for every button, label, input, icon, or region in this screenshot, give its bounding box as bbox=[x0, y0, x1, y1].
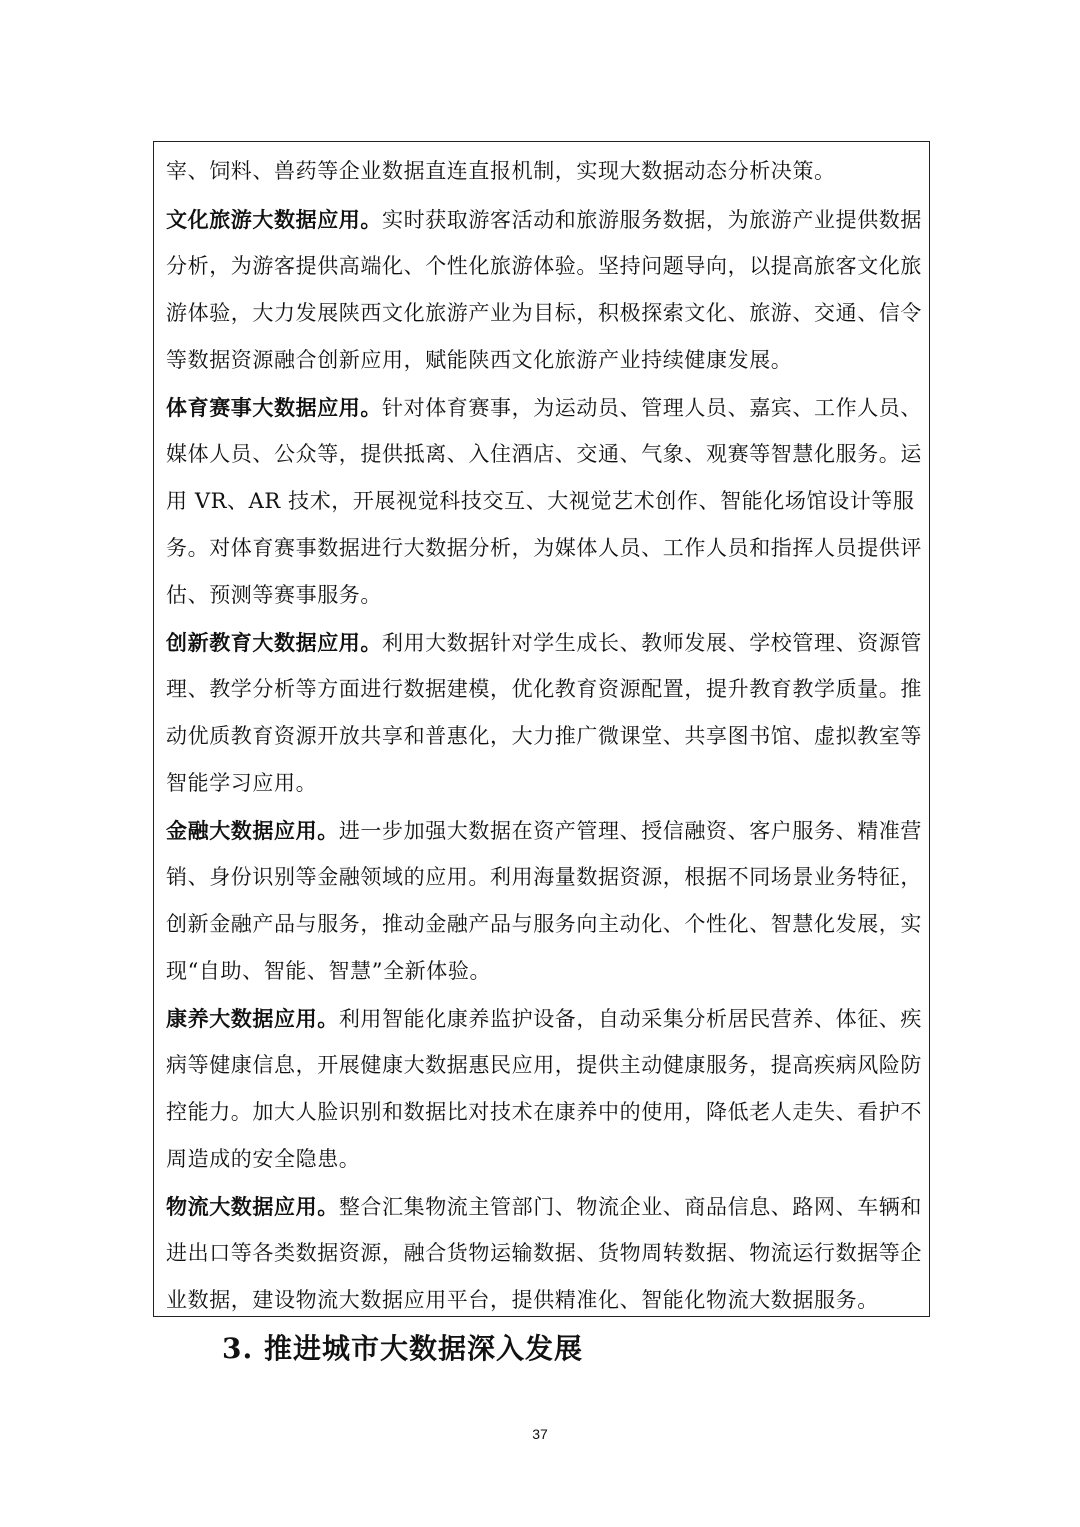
paragraph-lead: 文化旅游大数据应用。 bbox=[166, 207, 382, 232]
paragraph-line: 智能学习应用。 bbox=[166, 771, 318, 795]
paragraph-line: 现“自助、智能、智慧”全新体验。 bbox=[166, 959, 492, 983]
paragraph-line: 文化旅游大数据应用。实时获取游客活动和旅游服务数据，为旅游产业提供数据 bbox=[166, 207, 922, 232]
paragraph-line: 游体验，大力发展陕西文化旅游产业为目标，积极探索文化、旅游、交通、信令 bbox=[166, 301, 922, 325]
section-number: 3. bbox=[222, 1332, 254, 1365]
paragraph-livestock bbox=[166, 148, 922, 195]
paragraph-sports bbox=[166, 384, 922, 619]
paragraph-line: 业数据，建设物流大数据应用平台，提供精准化、智能化物流大数据服务。 bbox=[166, 1288, 879, 1312]
paragraph-education bbox=[166, 619, 922, 807]
paragraph-finance bbox=[166, 807, 922, 995]
paragraph-lead: 物流大数据应用。 bbox=[166, 1194, 339, 1219]
paragraph-line: 物流大数据应用。整合汇集物流主管部门、物流企业、商品信息、路网、车辆和 bbox=[166, 1194, 923, 1219]
section-heading bbox=[222, 1325, 583, 1373]
paragraph-culture-tourism bbox=[166, 196, 922, 384]
paragraph-line: 销、身份识别等金融领域的应用。利用海量数据资源，根据不同场景业务特征， bbox=[166, 865, 922, 889]
paragraph-line: 周造成的安全隐患。 bbox=[166, 1147, 361, 1171]
paragraph-logistics bbox=[166, 1183, 922, 1324]
paragraph-health-care bbox=[166, 995, 922, 1183]
paragraph-line: 控能力。加大人脸识别和数据比对技术在康养中的使用，降低老人走失、看护不 bbox=[166, 1100, 922, 1124]
paragraph-line: 宰、饲料、兽药等企业数据直连直报机制，实现大数据动态分析决策。 bbox=[166, 159, 836, 183]
paragraph-line: 病等健康信息，开展健康大数据惠民应用，提供主动健康服务，提高疾病风险防 bbox=[166, 1053, 922, 1077]
paragraph-line: 估、预测等赛事服务。 bbox=[166, 583, 382, 607]
paragraph-line: 动优质教育资源开放共享和普惠化，大力推广微课堂、共享图书馆、虚拟教室等 bbox=[166, 724, 922, 748]
paragraph-line: 媒体人员、公众等，提供抵离、入住酒店、交通、气象、观赛等智慧化服务。运 bbox=[166, 442, 922, 466]
paragraph-line: 用 VR、AR 技术，开展视觉科技交互、大视觉艺术创作、智能化场馆设计等服 bbox=[166, 489, 915, 513]
paragraph-line: 创新金融产品与服务，推动金融产品与服务向主动化、个性化、智慧化发展，实 bbox=[166, 912, 922, 936]
paragraph-line: 务。对体育赛事数据进行大数据分析，为媒体人员、工作人员和指挥人员提供评 bbox=[166, 536, 922, 560]
section-title: 推进城市大数据深入发展 bbox=[263, 1332, 583, 1365]
paragraph-line: 等数据资源融合创新应用，赋能陕西文化旅游产业持续健康发展。 bbox=[166, 348, 793, 372]
paragraph-line: 分析，为游客提供高端化、个性化旅游体验。坚持问题导向，以提高旅客文化旅 bbox=[166, 254, 922, 278]
paragraph-lead: 金融大数据应用。 bbox=[166, 818, 339, 843]
paragraph-lead: 体育赛事大数据应用。 bbox=[166, 395, 382, 420]
paragraph-line: 理、教学分析等方面进行数据建模，优化教育资源配置，提升教育教学质量。推 bbox=[166, 677, 922, 701]
paragraph-line: 创新教育大数据应用。利用大数据针对学生成长、教师发展、学校管理、资源管 bbox=[166, 630, 922, 655]
paragraph-line: 进出口等各类数据资源，融合货物运输数据、货物周转数据、物流运行数据等企 bbox=[166, 1241, 922, 1265]
paragraph-line: 金融大数据应用。进一步加强大数据在资产管理、授信融资、客户服务、精准营 bbox=[166, 818, 923, 843]
paragraph-line: 体育赛事大数据应用。针对体育赛事，为运动员、管理人员、嘉宾、工作人员、 bbox=[166, 395, 922, 420]
paragraph-line: 康养大数据应用。利用智能化康养监护设备，自动采集分析居民营养、体征、疾 bbox=[166, 1006, 923, 1031]
paragraph-lead: 创新教育大数据应用。 bbox=[166, 630, 382, 655]
paragraph-lead: 康养大数据应用。 bbox=[166, 1006, 339, 1031]
page-number: 37 bbox=[532, 1426, 548, 1442]
